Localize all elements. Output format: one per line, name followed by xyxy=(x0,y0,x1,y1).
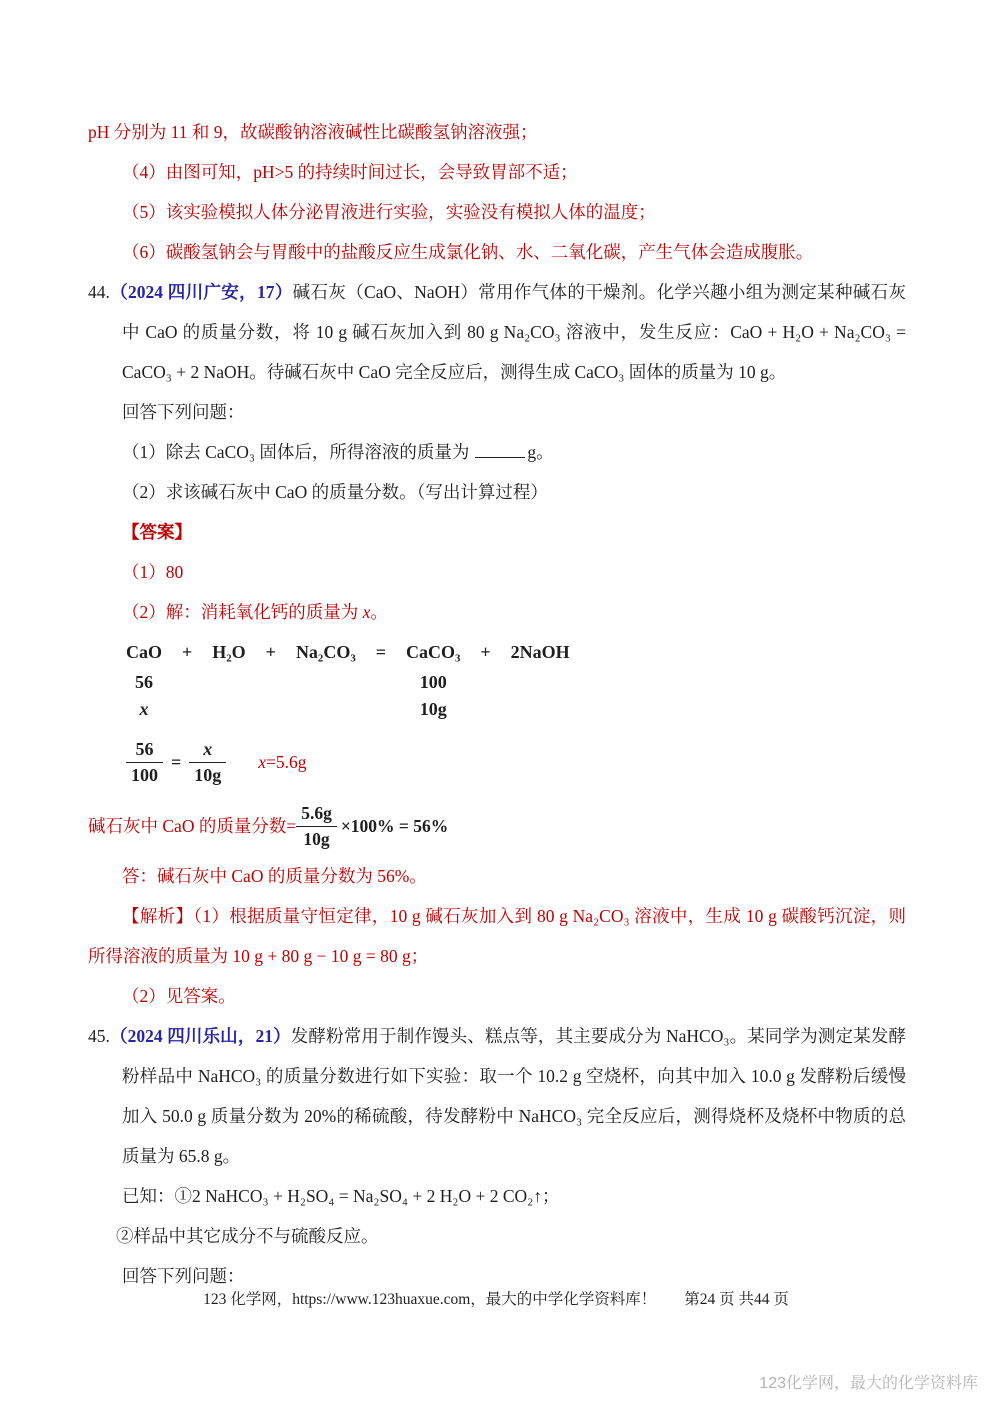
equation-term-caco3 xyxy=(406,638,460,722)
term-h2o: H₂O xyxy=(212,642,246,662)
question-44-number: 44. xyxy=(88,282,110,302)
footer-page-number: 第24 页 共44 页 xyxy=(684,1291,789,1308)
answer-1: （1）80 xyxy=(122,562,184,582)
term-caco3: CaCO₃ xyxy=(406,642,461,662)
chemical-equation-block xyxy=(126,638,906,722)
molar-mass-cao: 56 xyxy=(135,672,153,692)
fraction-5.6g-10g xyxy=(296,801,337,852)
fraction-denominator: 10g xyxy=(296,826,337,852)
fraction-56-100 xyxy=(126,737,163,788)
term-na2co3: Na₂CO₃ xyxy=(295,642,356,662)
prev-answer-item-4: （4）由图可知，pH>5 的持续时间过长，会导致胃部不适； xyxy=(122,162,578,182)
result-value: =5.6g xyxy=(266,752,307,772)
question-45-prompt: 回答下列问题： xyxy=(122,1266,245,1286)
prev-answer-item-6: （6）碳酸氢钠会与胃酸中的盐酸反应生成氯化钠、水、二氧化碳，产生气体会造成腹胀。 xyxy=(122,242,814,262)
question-45 xyxy=(88,1016,906,1176)
page-footer xyxy=(0,1288,992,1312)
question-44-prompt: 回答下列问题： xyxy=(122,402,245,422)
question-44-sub2: （2）求该碱石灰中 CaO 的质量分数。（写出计算过程） xyxy=(122,482,548,502)
mass-fraction-line xyxy=(88,796,906,856)
question-44 xyxy=(88,272,906,392)
footer-site-info: 123 化学网，https://www.123huaxue.com，最大的中学化学资料库！ xyxy=(203,1291,657,1308)
term-cao: CaO xyxy=(126,642,162,662)
proportion-line xyxy=(126,732,906,792)
analysis-paragraph: 【解析】（1）根据质量守恒定律，10 g 碱石灰加入到 80 g Na₂CO₃ 溶液中，生成 10 g 碳酸钙沉淀，则所得溶液的质量为 10 g + 80 g − 10 g = 80 g； xyxy=(88,906,906,966)
plus-sign: + xyxy=(480,642,491,662)
equation-row xyxy=(126,638,906,722)
equals-sign: = xyxy=(171,752,182,772)
question-45-number: 45. xyxy=(88,1026,110,1046)
fraction-numerator: 5.6g xyxy=(301,802,332,823)
fraction-x-10g xyxy=(189,737,226,788)
plus-sign: + xyxy=(182,642,193,662)
question-44-sub1-unit: g。 xyxy=(527,442,554,462)
fraction-denominator: 10g xyxy=(189,762,226,788)
prev-answer-item-5: （5）该实验模拟人体分泌胃液进行实验，实验没有模拟人体的温度； xyxy=(122,202,656,222)
proportion-result xyxy=(258,742,306,782)
equation-term-naoh xyxy=(511,638,570,668)
analysis-2: （2）见答案。 xyxy=(122,986,236,1006)
answer-2-period: 。 xyxy=(370,602,388,622)
mass-fraction-result: ×100% = 56% xyxy=(340,816,449,836)
prev-answer-line: pH 分别为 11 和 9，故碳酸钠溶液碱性比碳酸氢钠溶液强； xyxy=(88,122,538,142)
answer-2 xyxy=(122,592,906,632)
question-45-known-2: ②样品中其它成分不与硫酸反应。 xyxy=(116,1226,379,1246)
question-45-body: 发酵粉常用于制作馒头、糕点等，其主要成分为 NaHCO₃。某同学为测定某发酵粉样品中 NaHCO₃ 的质量分数进行如下实验：取一个 10.2 g 空烧杯，向其中加入 10.0 g 发酵粉后缓慢加入 50.0 g 质量分数为 20%的稀硫酸，待发酵粉中 NaHCO₃ 完全反应后，测得烧杯及烧杯中物质的总质量为 65.8 g。 xyxy=(122,1026,907,1166)
term-2naoh: 2NaOH xyxy=(510,642,570,662)
plus-sign: + xyxy=(265,642,276,662)
molar-mass-caco3: 100 xyxy=(419,672,447,692)
equals-sign: = xyxy=(375,642,386,662)
result-x: x xyxy=(258,752,267,772)
given-mass-caco3: 10g xyxy=(419,699,447,719)
question-44-source: （2024 四川广安，17） xyxy=(109,282,293,302)
watermark-text: 123化学网，最大的化学资料库 xyxy=(759,1375,978,1392)
conclusion-line: 答：碱石灰中 CaO 的质量分数为 56%。 xyxy=(122,866,427,886)
fraction-denominator: 100 xyxy=(126,762,163,788)
answer-label: 【答案】 xyxy=(122,522,192,542)
page-content xyxy=(88,112,906,1296)
equation-term-na2co3 xyxy=(296,638,356,668)
question-45-source: （2024 四川乐山，21） xyxy=(109,1026,291,1046)
equation-term-cao xyxy=(126,638,162,722)
question-45-known-1: 已知：①2 NaHCO₃ + H₂SO₄ = Na₂SO₄ + 2 H₂O + 2 CO₂↑； xyxy=(122,1186,560,1206)
question-44-body: 碱石灰（CaO、NaOH）常用作气体的干燥剂。化学兴趣小组为测定某种碱石灰中 CaO 的质量分数，将 10 g 碱石灰加入到 80 g Na₂CO₃ 溶液中，发生反应：CaO + H₂O + Na₂CO₃ = CaCO₃ + 2 NaOH。待碱石灰中 CaO 完全反应后，测得生成 CaCO₃ 固体的质量为 10 g。 xyxy=(122,282,907,382)
fraction-numerator: 56 xyxy=(135,738,154,759)
question-44-sub1-text: （1）除去 CaCO₃ 固体后，所得溶液的质量为 xyxy=(122,442,470,462)
answer-2-text: （2）解：消耗氧化钙的质量为 xyxy=(122,602,363,622)
answer-blank xyxy=(475,441,525,458)
fraction-numerator: x xyxy=(203,738,213,759)
unknown-x: x xyxy=(139,699,149,719)
answer-2-x: x xyxy=(362,602,371,622)
mass-fraction-label: 碱石灰中 CaO 的质量分数= xyxy=(88,816,297,836)
question-44-sub1 xyxy=(122,432,906,472)
equation-term-h2o xyxy=(212,638,245,668)
